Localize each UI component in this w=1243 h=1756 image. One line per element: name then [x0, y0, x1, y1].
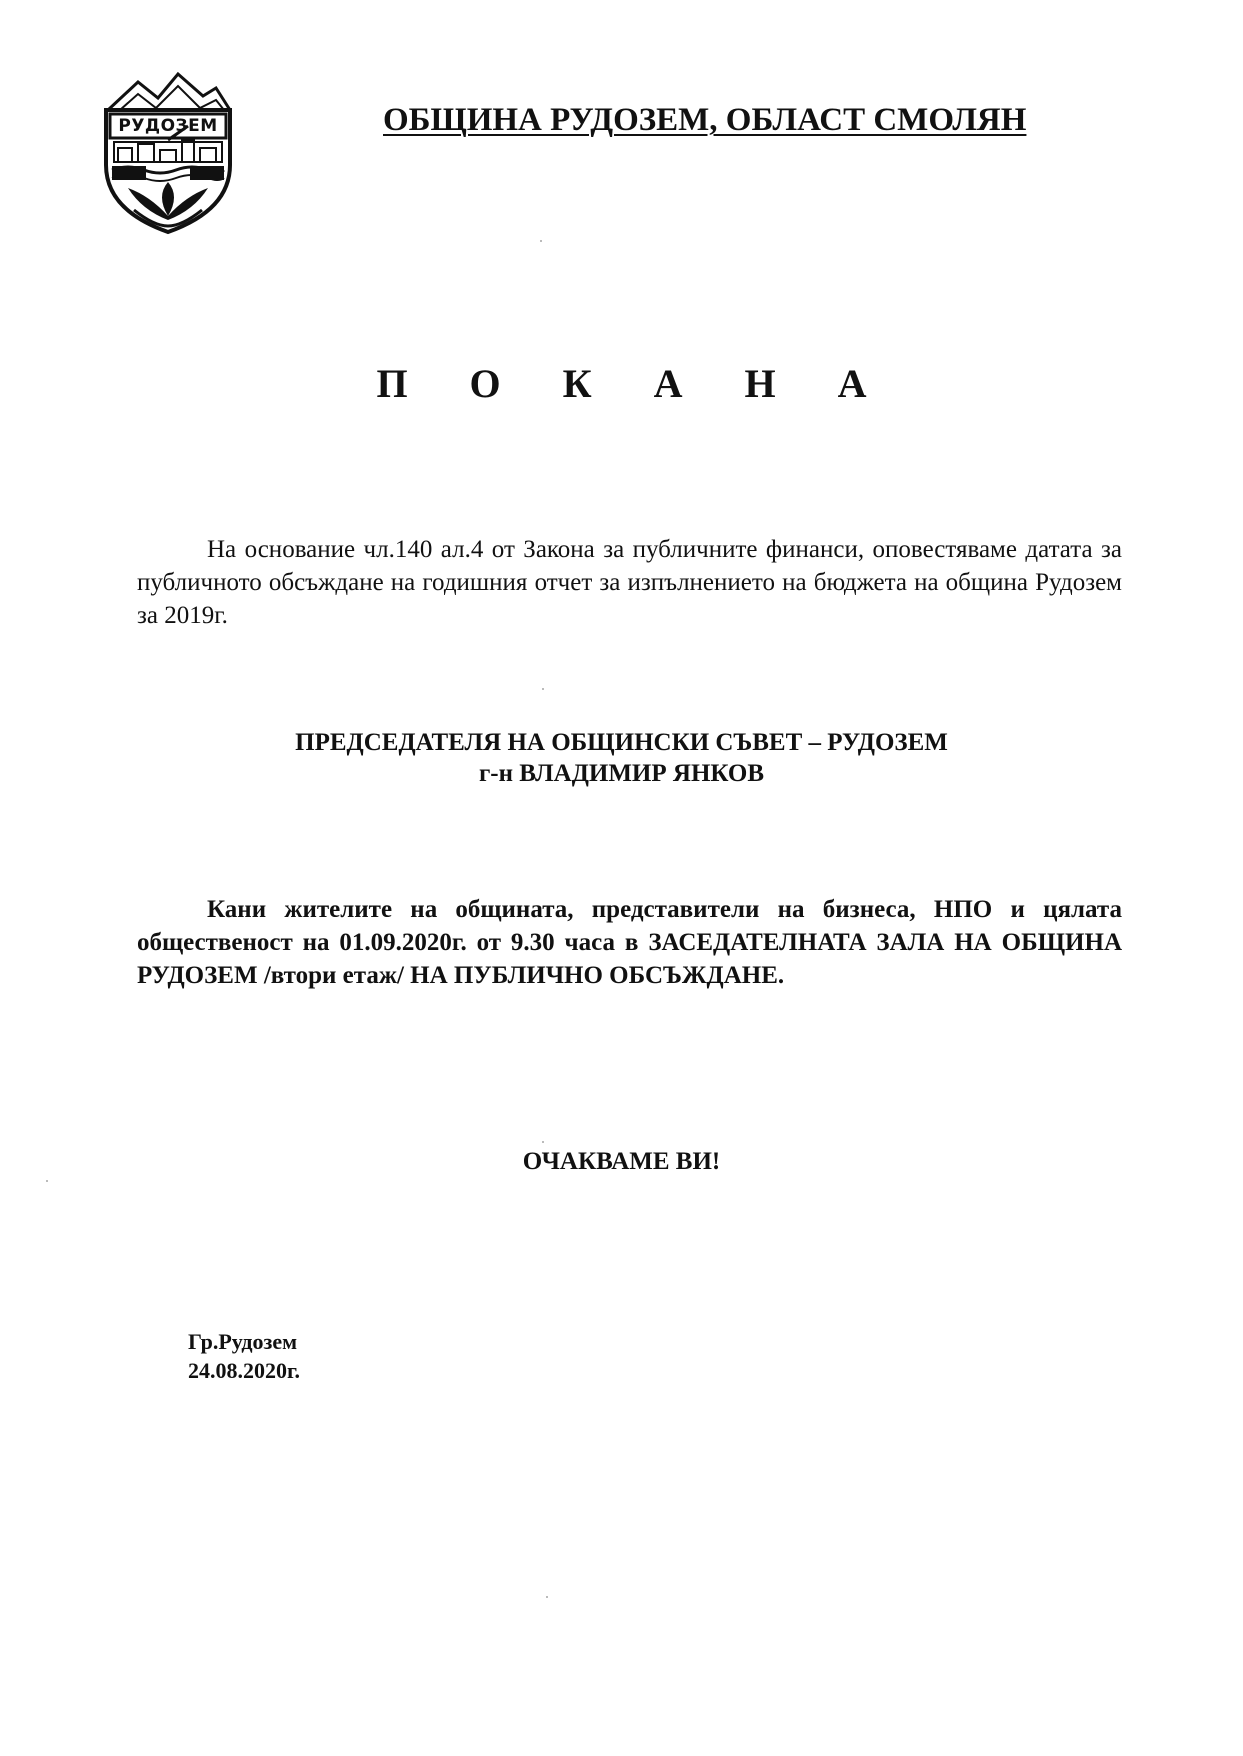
- intro-paragraph: [137, 533, 1122, 632]
- invitation-paragraph-text: Кани жителите на общината, представители на бизнеса, НПО и цялата общественост на 01.09.2020г. от 9.30 часа в ЗАСЕДАТЕЛНАТА ЗАЛА НА ОБЩИНА РУДОЗЕМ /втори етаж/ НА ПУБЛИЧНО ОБСЪЖДАНЕ.: [137, 896, 1122, 989]
- municipality-header-title: ОБЩИНА РУДОЗЕМ, ОБЛАСТ СМОЛЯН: [383, 102, 1027, 138]
- intro-paragraph-text: На основание чл.140 ал.4 от Закона за публичните финанси, оповестяваме датата за публичното обсъждане на годишния отчет за изпълнението на бюджета на община Рудозем за 2019г.: [137, 536, 1122, 629]
- chairman-block: [0, 727, 1243, 789]
- place-line: Гр.Рудозем: [188, 1329, 298, 1354]
- municipality-coat-of-arms: [98, 70, 238, 235]
- scan-speck: [540, 240, 542, 242]
- chairman-title: ПРЕДСЕДАТЕЛЯ НА ОБЩИНСКИ СЪВЕТ – РУДОЗЕМ: [295, 729, 948, 756]
- document-title: П О К А Н А: [376, 361, 893, 406]
- scan-speck: [46, 1180, 48, 1182]
- scan-speck: [542, 1141, 544, 1143]
- signature-block: [188, 1327, 300, 1385]
- date-line: 24.08.2020г.: [188, 1358, 301, 1383]
- scan-speck: [542, 688, 544, 690]
- chairman-name: г-н ВЛАДИМИР ЯНКОВ: [478, 760, 765, 787]
- logo-lettering: РУДОЗЕМ: [118, 116, 218, 136]
- invitation-paragraph: [137, 893, 1122, 992]
- closing-line: ОЧАКВАМЕ ВИ!: [522, 1148, 721, 1175]
- scan-speck: [546, 1596, 548, 1598]
